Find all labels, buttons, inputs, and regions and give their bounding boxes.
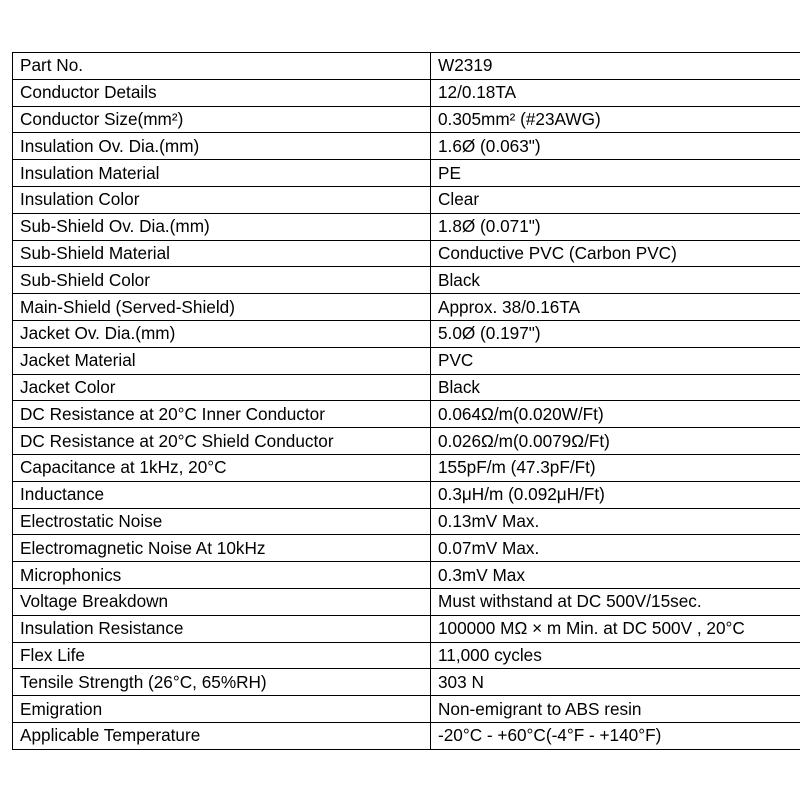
value-cell: PVC	[431, 347, 800, 374]
value-cell: PE	[431, 160, 800, 187]
value-cell: 1.8Ø (0.071")	[431, 213, 800, 240]
table-row	[13, 481, 800, 508]
table-row	[13, 722, 800, 749]
property-cell: Flex Life	[13, 642, 431, 669]
property-cell: Insulation Material	[13, 160, 431, 187]
property-cell: Inductance	[13, 481, 431, 508]
value-cell: Must withstand at DC 500V/15sec.	[431, 588, 800, 615]
value-cell: 0.3mV Max	[431, 562, 800, 589]
value-cell: 155pF/m (47.3pF/Ft)	[431, 454, 800, 481]
value-cell: Conductive PVC (Carbon PVC)	[431, 240, 800, 267]
value-cell: -20°C - +60°C(-4°F - +140°F)	[431, 722, 800, 749]
property-cell: Jacket Ov. Dia.(mm)	[13, 320, 431, 347]
value-cell: 5.0Ø (0.197")	[431, 320, 800, 347]
table-row	[13, 160, 800, 187]
property-cell: Jacket Material	[13, 347, 431, 374]
property-cell: Voltage Breakdown	[13, 588, 431, 615]
table-row	[13, 320, 800, 347]
value-cell: 0.13mV Max.	[431, 508, 800, 535]
table-row	[13, 562, 800, 589]
table-row	[13, 53, 800, 80]
table-row	[13, 669, 800, 696]
table-row	[13, 267, 800, 294]
property-cell: Insulation Color	[13, 186, 431, 213]
value-cell: 0.026Ω/m(0.0079Ω/Ft)	[431, 428, 800, 455]
property-cell: Emigration	[13, 696, 431, 723]
property-cell: Main-Shield (Served-Shield)	[13, 294, 431, 321]
table-row	[13, 186, 800, 213]
property-cell: DC Resistance at 20°C Shield Conductor	[13, 428, 431, 455]
value-cell: Approx. 38/0.16TA	[431, 294, 800, 321]
value-cell: Non-emigrant to ABS resin	[431, 696, 800, 723]
table-row	[13, 133, 800, 160]
property-cell: Part No.	[13, 53, 431, 80]
property-cell: Sub-Shield Color	[13, 267, 431, 294]
table-row	[13, 428, 800, 455]
value-cell: 11,000 cycles	[431, 642, 800, 669]
table-row	[13, 294, 800, 321]
value-cell: W2319	[431, 53, 800, 80]
value-cell: 0.305mm² (#23AWG)	[431, 106, 800, 133]
value-cell: 303 N	[431, 669, 800, 696]
value-cell: 1.6Ø (0.063")	[431, 133, 800, 160]
property-cell: Sub-Shield Material	[13, 240, 431, 267]
property-cell: Conductor Size(mm²)	[13, 106, 431, 133]
table-row	[13, 454, 800, 481]
table-row	[13, 642, 800, 669]
table-row	[13, 347, 800, 374]
property-cell: DC Resistance at 20°C Inner Conductor	[13, 401, 431, 428]
table-row	[13, 615, 800, 642]
property-cell: Electromagnetic Noise At 10kHz	[13, 535, 431, 562]
value-cell: 12/0.18TA	[431, 79, 800, 106]
property-cell: Electrostatic Noise	[13, 508, 431, 535]
value-cell: Clear	[431, 186, 800, 213]
property-cell: Applicable Temperature	[13, 722, 431, 749]
table-row	[13, 106, 800, 133]
property-cell: Conductor Details	[13, 79, 431, 106]
table-row	[13, 240, 800, 267]
property-cell: Microphonics	[13, 562, 431, 589]
property-cell: Sub-Shield Ov. Dia.(mm)	[13, 213, 431, 240]
value-cell: Black	[431, 267, 800, 294]
table-row	[13, 213, 800, 240]
property-cell: Tensile Strength (26°C, 65%RH)	[13, 669, 431, 696]
table-row	[13, 535, 800, 562]
value-cell: 0.3μH/m (0.092μH/Ft)	[431, 481, 800, 508]
table-row	[13, 508, 800, 535]
table-row	[13, 401, 800, 428]
property-cell: Insulation Resistance	[13, 615, 431, 642]
table-row	[13, 374, 800, 401]
table-row	[13, 588, 800, 615]
spec-table	[12, 52, 800, 750]
table-row	[13, 696, 800, 723]
property-cell: Capacitance at 1kHz, 20°C	[13, 454, 431, 481]
value-cell: 100000 MΩ × m Min. at DC 500V , 20°C	[431, 615, 800, 642]
property-cell: Insulation Ov. Dia.(mm)	[13, 133, 431, 160]
value-cell: Black	[431, 374, 800, 401]
spec-table-body	[13, 53, 800, 750]
value-cell: 0.07mV Max.	[431, 535, 800, 562]
value-cell: 0.064Ω/m(0.020W/Ft)	[431, 401, 800, 428]
table-row	[13, 79, 800, 106]
property-cell: Jacket Color	[13, 374, 431, 401]
